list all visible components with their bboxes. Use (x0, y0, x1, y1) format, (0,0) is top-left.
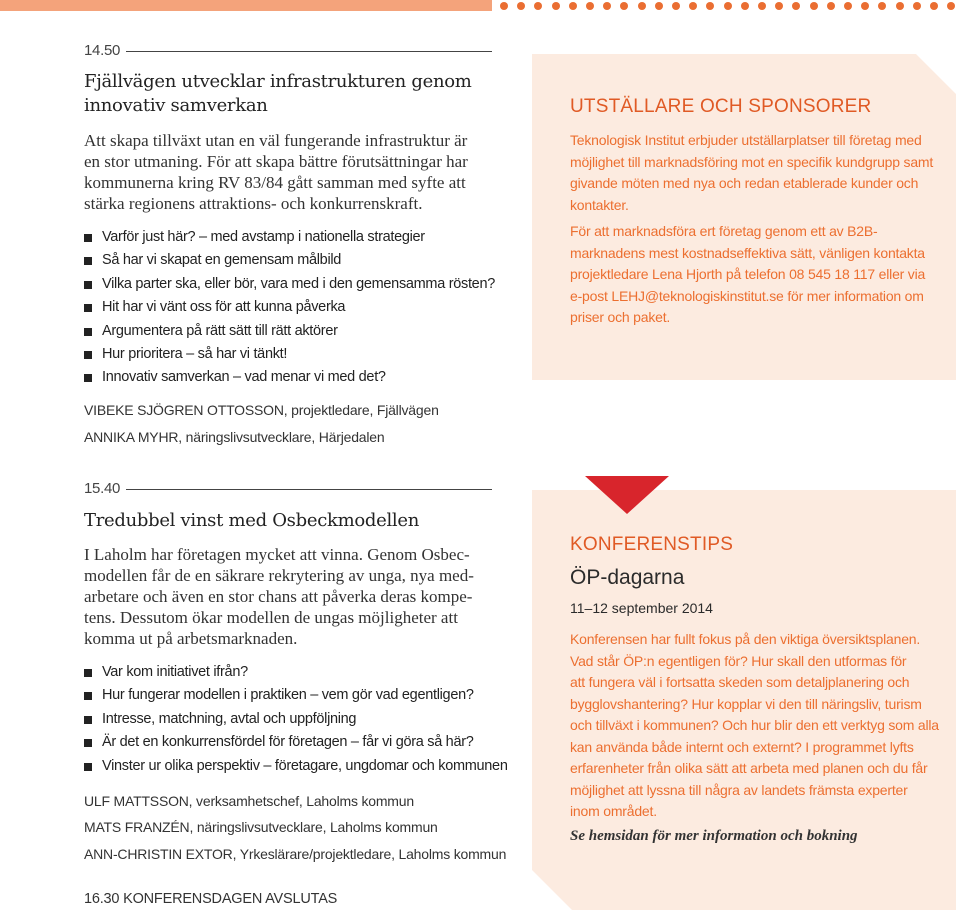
list-item (84, 249, 495, 272)
intro-line: Att skapa tillväxt utan en väl fungerande infrastruktur är (84, 131, 468, 150)
text-line: att fungera väl i fortsatta skeden som detaljplanering och (570, 674, 910, 690)
dot-icon (534, 2, 542, 10)
session-topic-list (84, 661, 508, 778)
title-line: Fjällvägen utvecklar infrastrukturen genom (84, 71, 472, 92)
square-bullet-icon (84, 351, 92, 359)
square-bullet-icon (84, 763, 92, 771)
list-item-text: Så har vi skapat en gemensam målbild (102, 252, 342, 269)
text-line: kontakter. (570, 196, 629, 213)
dot-icon (758, 2, 766, 10)
list-item-text: Vilka parter ska, eller bör, vara med i den gemensamma rösten? (102, 275, 495, 292)
list-item (84, 731, 508, 754)
session-intro (84, 130, 468, 214)
text-line: och tillväxt i kommunen? Och hur blir den ett verktyg som alla (570, 717, 939, 733)
list-item-text: Vinster ur olika perspektiv – företagare, ungdomar och kommunen (102, 757, 508, 774)
dot-icon (792, 2, 800, 10)
dot-icon (672, 2, 680, 10)
intro-line: modellen får de en säkrare rekrytering av unga, nya med- (84, 566, 474, 585)
list-item (84, 296, 495, 319)
list-item-text: Argumentera på rätt sätt till rätt aktörer (102, 322, 338, 339)
square-bullet-icon (84, 281, 92, 289)
intro-line: en stor utmaning. För att skapa bättre förutsättningar har (84, 152, 468, 171)
list-item (84, 661, 508, 684)
session-topic-list (84, 226, 495, 390)
dot-icon (913, 2, 921, 10)
dot-icon (827, 2, 835, 10)
session-title: Tredubbel vinst med Osbeckmodellen (84, 510, 420, 531)
square-bullet-icon (84, 669, 92, 677)
list-item (84, 366, 495, 389)
dot-icon (655, 2, 663, 10)
list-item (84, 708, 508, 731)
list-item (84, 343, 495, 366)
header-stripe (0, 0, 492, 11)
text-line: Konferensen har fullt fokus på den viktiga översiktsplanen. (570, 631, 921, 647)
section-divider (84, 489, 492, 490)
dot-icon (878, 2, 886, 10)
triangle-marker-icon (585, 476, 669, 514)
text-line: För att marknadsföra ert företag genom ett av B2B- (570, 223, 878, 239)
text-line: inom området. (570, 803, 657, 819)
text-line: kan använda både internt och externt? I programmet lyfts (570, 738, 914, 755)
dot-icon (552, 2, 560, 10)
list-item (84, 226, 495, 249)
intro-line: arbetare och även en stor chans att påverka deras kompe- (84, 587, 473, 606)
list-item (84, 684, 508, 707)
sponsor-paragraph (570, 130, 933, 216)
square-bullet-icon (84, 716, 92, 724)
corner-cut (532, 870, 572, 910)
dot-icon (569, 2, 577, 10)
square-bullet-icon (84, 234, 92, 242)
square-bullet-icon (84, 257, 92, 265)
list-item-text: Intresse, matchning, avtal och uppföljning (102, 710, 357, 727)
session-intro (84, 544, 474, 649)
text-line: Teknologisk Institut erbjuder utställarplatser till företag med (570, 132, 922, 148)
dot-icon (810, 2, 818, 10)
text-line: bygglovshantering? Hur kopplar vi den till näringsliv, turism (570, 695, 922, 712)
dot-icon (517, 2, 525, 10)
square-bullet-icon (84, 328, 92, 336)
text-line: givande möten med nya och redan etablerade kunder och (570, 175, 919, 191)
dot-icon (706, 2, 714, 10)
event-date: 11–12 september 2014 (570, 600, 713, 616)
text-line: projektledare Lena Hjorth på telefon 08 545 18 117 eller via (570, 266, 926, 282)
dot-icon (689, 2, 697, 10)
list-item (84, 320, 495, 343)
closing-line: 16.30 KONFERENSDAGEN AVSLUTAS (84, 891, 338, 907)
list-item-text: Är det en konkurrensfördel för företagen – får vi göra så här? (102, 734, 474, 751)
text-line: marknadens mest kostnadseffektiva sätt, vänligen kontakta (570, 244, 925, 261)
list-item-text: Hit har vi vänt oss för att kunna påverka (102, 299, 346, 316)
speaker: ANNIKA MYHR, näringslivsutvecklare, Härjedalen (84, 429, 385, 445)
list-item-text: Innovativ samverkan – vad menar vi med det? (102, 369, 386, 386)
text-line: e-post LEHJ@teknologiskinstitut.se för mer information om (570, 287, 924, 304)
tips-body (570, 629, 939, 823)
session-time: 15.40 (84, 480, 126, 497)
square-bullet-icon (84, 692, 92, 700)
sponsor-paragraph (570, 221, 925, 329)
dot-icon (620, 2, 628, 10)
session-title (84, 70, 472, 118)
intro-line: tens. Dessutom ökar modellen de ungas möjligheter att (84, 608, 458, 627)
list-item-text: Varför just här? – med avstamp i nationella strategier (102, 229, 425, 245)
square-bullet-icon (84, 304, 92, 312)
text-line: möjlighet att lyssna till några av landets främsta experter (570, 781, 908, 798)
dot-icon (775, 2, 783, 10)
text-line: priser och paket. (570, 309, 671, 325)
dot-icon (844, 2, 852, 10)
speaker: ANN-CHRISTIN EXTOR, Yrkeslärare/projektledare, Laholms kommun (84, 846, 507, 862)
list-item (84, 755, 508, 778)
tips-heading: KONFERENSTIPS (570, 534, 734, 555)
header-dot-row (500, 2, 958, 12)
list-item-text: Hur prioritera – så har vi tänkt! (102, 345, 288, 362)
event-name: ÖP-dagarna (570, 566, 685, 589)
dot-icon (741, 2, 749, 10)
session-time: 14.50 (84, 42, 126, 59)
square-bullet-icon (84, 739, 92, 747)
dot-icon (638, 2, 646, 10)
dot-icon (586, 2, 594, 10)
dot-icon (603, 2, 611, 10)
section-divider (84, 51, 492, 52)
intro-line: kommunerna kring RV 83/84 gått samman med syfte att (84, 173, 466, 192)
list-item-text: Var kom initiativet ifrån? (102, 664, 248, 680)
dot-icon (724, 2, 732, 10)
text-line: erfarenheter från olika sätt att arbeta med planen och du får (570, 760, 928, 776)
corner-cut (916, 54, 956, 94)
website-link[interactable]: Se hemsidan för mer information och bokning (570, 828, 858, 844)
list-item-text: Hur fungerar modellen i praktiken – vem gör vad egentligen? (102, 687, 474, 704)
sponsor-heading: UTSTÄLLARE OCH SPONSORER (570, 96, 872, 117)
text-line: möjlighet till marknadsföring mot en specifik kundgrupp samt (570, 153, 934, 170)
list-item (84, 273, 495, 296)
dot-icon (896, 2, 904, 10)
speaker: VIBEKE SJÖGREN OTTOSSON, projektledare, Fjällvägen (84, 402, 439, 418)
dot-icon (861, 2, 869, 10)
dot-icon (947, 2, 955, 10)
speaker: ULF MATTSSON, verksamhetschef, Laholms kommun (84, 793, 414, 809)
speaker: MATS FRANZÉN, näringslivsutvecklare, Laholms kommun (84, 819, 438, 835)
dot-icon (500, 2, 508, 10)
intro-line: komma ut på arbetsmarknaden. (84, 629, 298, 648)
intro-line: stärka regionens attraktions- och konkurrenskraft. (84, 194, 423, 213)
dot-icon (930, 2, 938, 10)
square-bullet-icon (84, 374, 92, 382)
text-line: Vad står ÖP:n egentligen för? Hur skall den utformas för (570, 652, 907, 669)
intro-line: I Laholm har företagen mycket att vinna. Genom Osbec- (84, 545, 470, 564)
title-line: innovativ samverkan (84, 95, 268, 116)
